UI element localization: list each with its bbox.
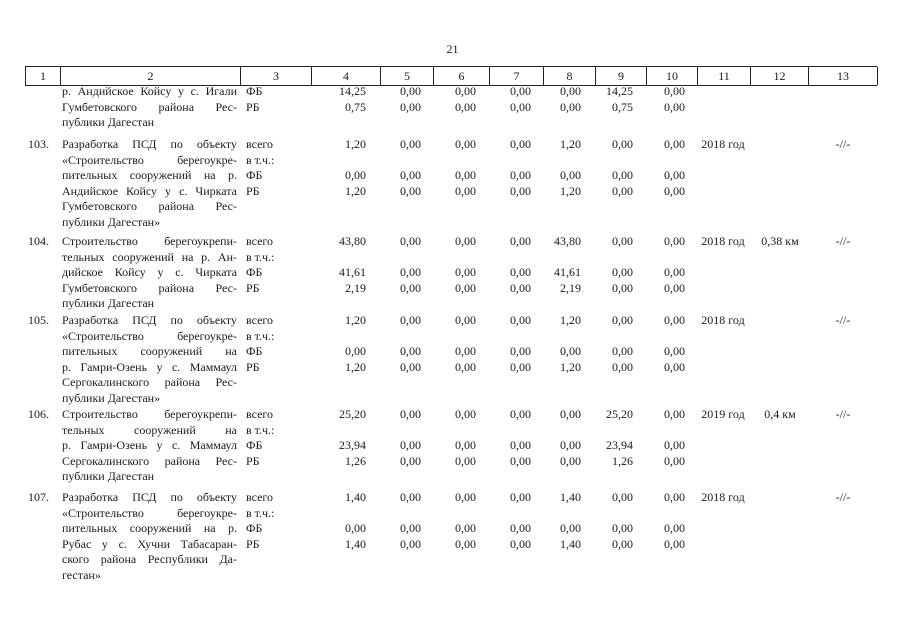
amount-cell: 0,00 (400, 84, 421, 98)
funding-source-label: ФБ (246, 168, 263, 182)
column-header-1: 1 (25, 67, 60, 85)
object-description (62, 490, 237, 583)
amount-cell: 25,20 (606, 407, 633, 421)
amount-cell: 0,00 (510, 313, 531, 327)
description-line: публики Дагестан» (62, 214, 161, 229)
column-header-6: 6 (433, 67, 489, 85)
description-line: «Строительство берегоукре- (62, 328, 237, 343)
amount-cell: 1,20 (560, 183, 581, 198)
ditto-mark: -//- (835, 490, 851, 504)
amount-cell: 0,00 (664, 137, 685, 151)
completion-year: 2018 год (701, 490, 745, 504)
amount-cell: 0,00 (400, 137, 421, 151)
amount-cell: 0,00 (664, 521, 685, 535)
amount-cell: 0,00 (400, 359, 421, 374)
completion-year: 2018 год (701, 313, 745, 327)
amount-cell: 0,00 (455, 344, 476, 358)
funding-source-label: РБ (246, 536, 260, 551)
column-header-5: 5 (380, 67, 433, 85)
column-header-10: 10 (646, 67, 697, 85)
row-number: 103. (28, 137, 49, 151)
row-number: 104. (28, 234, 49, 248)
amount-cell: 0,00 (510, 521, 531, 535)
amount-cell: 1,20 (560, 137, 581, 151)
amount-cell: 0,00 (455, 99, 476, 114)
amount-cell: 25,20 (339, 407, 366, 421)
amount-cell: 0,00 (455, 490, 476, 504)
description-line: Гумбетовского района Рес- (62, 99, 237, 114)
description-line: публики Дагестан» (62, 390, 161, 405)
amount-cell: 0,00 (510, 137, 531, 151)
amount-cell: 1,40 (345, 490, 366, 504)
amount-cell: 1,40 (345, 536, 366, 551)
amount-cell: 0,00 (664, 453, 685, 468)
description-line: Андийское Койсу у с. Чирката (62, 183, 237, 198)
amount-cell: 0,00 (510, 453, 531, 468)
description-line: пительных сооружений на р. (62, 521, 237, 535)
funding-source-label: в т.ч.: (246, 422, 275, 437)
amount-cell: 0,00 (612, 344, 633, 358)
amount-cell: 0,00 (455, 168, 476, 182)
funding-source-label: всего (246, 137, 274, 151)
amount-cell: 14,25 (606, 84, 633, 98)
column-header-8: 8 (543, 67, 595, 85)
amount-cell: 23,94 (606, 438, 633, 452)
description-line: «Строительство берегоукре- (62, 505, 237, 520)
funding-source-label: РБ (246, 280, 260, 295)
amount-cell: 0,00 (664, 99, 685, 114)
description-line: р. Гамри-Озень у с. Маммаул (62, 359, 237, 374)
amount-cell: 43,80 (339, 234, 366, 248)
amount-cell: 0,00 (345, 168, 366, 182)
funding-sources (246, 490, 306, 552)
amount-cell: 1,20 (345, 359, 366, 374)
amount-cell: 0,00 (400, 280, 421, 295)
completion-year: 2018 год (701, 137, 745, 151)
description-line: Рубас у с. Хучни Табасаран- (62, 536, 237, 551)
funding-sources (246, 313, 306, 375)
amount-cell: 1,20 (345, 137, 366, 151)
amount-cell: 0,00 (455, 234, 476, 248)
funding-source-label: всего (246, 407, 274, 421)
amount-cell: 0,00 (400, 536, 421, 551)
amount-cell: 0,00 (612, 313, 633, 327)
amount-cell: 0,00 (400, 438, 421, 452)
description-line: гестан» (62, 567, 101, 582)
amount-cell: 0,00 (400, 490, 421, 504)
amount-cell: 0,00 (560, 438, 581, 452)
amount-cell: 1,20 (345, 183, 366, 198)
column-header-11: 11 (697, 67, 750, 85)
amount-cell: 0,00 (455, 536, 476, 551)
amount-cell: 0,00 (510, 265, 531, 279)
funding-source-label: ФБ (246, 521, 263, 535)
funding-source-label: РБ (246, 183, 260, 198)
object-description (62, 407, 237, 485)
amount-cell: 0,00 (664, 84, 685, 98)
ditto-mark: -//- (835, 407, 851, 421)
amount-cell: 1,40 (560, 490, 581, 504)
amount-cell: 0,00 (455, 521, 476, 535)
description-line: ского района Республики Да- (62, 552, 237, 566)
description-line: дийское Койсу у с. Чирката (62, 265, 237, 279)
ditto-mark: -//- (835, 234, 851, 248)
description-line: публики Дагестан (62, 469, 155, 483)
amount-cell: 0,00 (455, 438, 476, 452)
column-header-2: 2 (60, 67, 240, 85)
amount-cell: 0,00 (400, 453, 421, 468)
column-header-7: 7 (489, 67, 543, 85)
funding-sources (246, 407, 306, 469)
amount-cell: 0,00 (612, 234, 633, 248)
amount-cell: 0,00 (664, 536, 685, 551)
funding-source-label: ФБ (246, 84, 263, 98)
amount-cell: 0,00 (664, 438, 685, 452)
amount-cell: 0,00 (664, 265, 685, 279)
amount-cell: 41,61 (554, 265, 581, 279)
funding-source-label: ФБ (246, 344, 263, 358)
amount-cell: 0,00 (510, 183, 531, 198)
page-number: 21 (446, 42, 459, 56)
amount-cell: 0,00 (400, 99, 421, 114)
amount-cell: 0,00 (455, 359, 476, 374)
description-line: пительных сооружений на р. (62, 168, 237, 182)
amount-cell: 0,00 (664, 490, 685, 504)
description-line: Разработка ПСД по объекту (62, 137, 237, 151)
funding-source-label: в т.ч.: (246, 505, 275, 520)
amount-cell: 0,00 (345, 521, 366, 535)
amount-cell: 0,00 (612, 280, 633, 295)
amount-cell: 0,00 (455, 280, 476, 295)
column-header-4: 4 (311, 67, 380, 85)
description-line: р. Гамри-Озень у с. Маммаул (62, 438, 237, 452)
amount-cell: 0,00 (560, 453, 581, 468)
amount-cell: 0,75 (345, 99, 366, 114)
amount-cell: 0,75 (612, 99, 633, 114)
amount-cell: 0,00 (455, 84, 476, 98)
completion-year: 2019 год (701, 407, 745, 421)
amount-cell: 0,00 (560, 521, 581, 535)
description-line: Строительство берегоукрепи- (62, 407, 237, 421)
object-description (62, 234, 237, 312)
table-header-row (25, 66, 877, 86)
amount-cell: 0,00 (400, 265, 421, 279)
amount-cell: 0,00 (612, 521, 633, 535)
object-description (62, 84, 237, 131)
amount-cell: 0,00 (664, 234, 685, 248)
amount-cell: 41,61 (339, 265, 366, 279)
amount-cell: 0,00 (455, 453, 476, 468)
amount-cell: 0,00 (612, 137, 633, 151)
row-number: 107. (28, 490, 49, 504)
amount-cell: 0,00 (664, 344, 685, 358)
amount-cell: 0,00 (664, 313, 685, 327)
amount-cell: 2,19 (345, 280, 366, 295)
amount-cell: 0,00 (400, 183, 421, 198)
amount-cell: 0,00 (612, 183, 633, 198)
column-header-3: 3 (240, 67, 311, 85)
funding-source-label: в т.ч.: (246, 328, 275, 343)
amount-cell: 0,00 (560, 407, 581, 421)
amount-cell: 23,94 (339, 438, 366, 452)
amount-cell: 0,00 (510, 280, 531, 295)
amount-cell: 0,00 (345, 344, 366, 358)
description-line: Сергокалинского района Рес- (62, 375, 237, 389)
funding-source-label: РБ (246, 453, 260, 468)
ditto-mark: -//- (835, 137, 851, 151)
funding-sources (246, 137, 306, 199)
amount-cell: 1,20 (560, 313, 581, 327)
amount-cell: 0,00 (510, 407, 531, 421)
description-line: публики Дагестан (62, 115, 155, 129)
column-header-13: 13 (808, 67, 878, 85)
amount-cell: 0,00 (510, 344, 531, 358)
description-line: пительных сооружений на (62, 344, 237, 358)
amount-cell: 1,20 (345, 313, 366, 327)
amount-cell: 0,00 (400, 521, 421, 535)
row-number: 105. (28, 313, 49, 327)
amount-cell: 0,00 (510, 438, 531, 452)
amount-cell: 0,00 (612, 536, 633, 551)
amount-cell: 14,25 (339, 84, 366, 98)
amount-cell: 0,00 (560, 84, 581, 98)
funding-source-label: в т.ч.: (246, 249, 275, 264)
capacity: 0,4 км (764, 407, 796, 421)
funding-sources (246, 234, 306, 296)
column-header-12: 12 (750, 67, 808, 85)
description-line: публики Дагестан (62, 296, 155, 310)
amount-cell: 0,00 (455, 137, 476, 151)
amount-cell: 0,00 (400, 344, 421, 358)
description-line: Гумбетовского района Рес- (62, 199, 237, 213)
amount-cell: 0,00 (560, 99, 581, 114)
amount-cell: 0,00 (664, 407, 685, 421)
amount-cell: 0,00 (455, 183, 476, 198)
amount-cell: 0,00 (510, 234, 531, 248)
funding-source-label: ФБ (246, 265, 263, 279)
funding-source-label: РБ (246, 99, 260, 114)
completion-year: 2018 год (701, 234, 745, 248)
amount-cell: 0,00 (664, 183, 685, 198)
amount-cell: 0,00 (510, 84, 531, 98)
amount-cell: 1,40 (560, 536, 581, 551)
amount-cell: 0,00 (510, 359, 531, 374)
amount-cell: 0,00 (612, 490, 633, 504)
capacity: 0,38 км (761, 234, 799, 248)
description-line: тельных сооружений на р. Ан- (62, 249, 237, 264)
amount-cell: 0,00 (400, 407, 421, 421)
funding-source-label: РБ (246, 359, 260, 374)
description-line: р. Андийское Койсу у с. Игали (62, 84, 237, 98)
amount-cell: 0,00 (400, 168, 421, 182)
amount-cell: 0,00 (510, 168, 531, 182)
funding-source-label: всего (246, 490, 274, 504)
amount-cell: 0,00 (455, 407, 476, 421)
amount-cell: 0,00 (400, 234, 421, 248)
amount-cell: 43,80 (554, 234, 581, 248)
funding-source-label: ФБ (246, 438, 263, 452)
description-line: Разработка ПСД по объекту (62, 313, 237, 327)
amount-cell: 1,20 (560, 359, 581, 374)
amount-cell: 0,00 (400, 313, 421, 327)
amount-cell: 1,26 (612, 453, 633, 468)
amount-cell: 2,19 (560, 280, 581, 295)
amount-cell: 0,00 (664, 280, 685, 295)
amount-cell: 0,00 (510, 99, 531, 114)
amount-cell: 0,00 (455, 265, 476, 279)
description-line: Разработка ПСД по объекту (62, 490, 237, 504)
amount-cell: 0,00 (612, 168, 633, 182)
amount-cell: 0,00 (612, 359, 633, 374)
amount-cell: 0,00 (510, 490, 531, 504)
row-number: 106. (28, 407, 49, 421)
funding-sources (246, 84, 306, 115)
description-line: тельных сооружений на (62, 422, 237, 437)
object-description (62, 137, 237, 230)
amount-cell: 0,00 (455, 313, 476, 327)
amount-cell: 0,00 (664, 359, 685, 374)
description-line: Гумбетовского района Рес- (62, 280, 237, 295)
funding-source-label: всего (246, 234, 274, 248)
amount-cell: 0,00 (560, 344, 581, 358)
amount-cell: 0,00 (560, 168, 581, 182)
funding-source-label: всего (246, 313, 274, 327)
description-line: Строительство берегоукрепи- (62, 234, 237, 248)
object-description (62, 313, 237, 406)
amount-cell: 0,00 (510, 536, 531, 551)
ditto-mark: -//- (835, 313, 851, 327)
column-header-9: 9 (595, 67, 646, 85)
description-line: «Строительство берегоукре- (62, 152, 237, 167)
description-line: Сергокалинского района Рес- (62, 453, 237, 468)
amount-cell: 1,26 (345, 453, 366, 468)
funding-source-label: в т.ч.: (246, 152, 275, 167)
amount-cell: 0,00 (612, 265, 633, 279)
amount-cell: 0,00 (664, 168, 685, 182)
